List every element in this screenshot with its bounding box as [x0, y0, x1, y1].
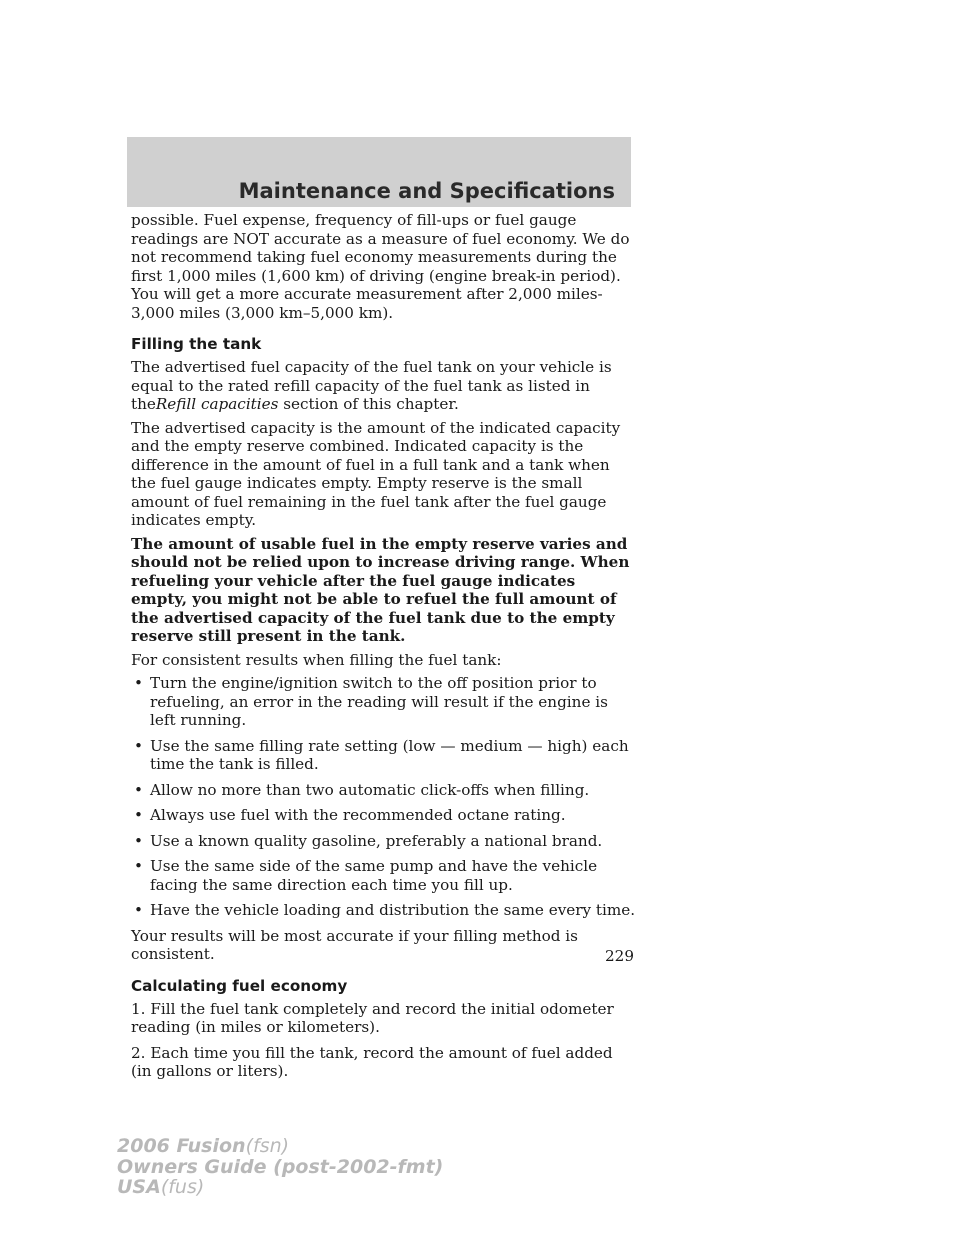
refill-capacities-reference: Refill capacities: [155, 395, 279, 413]
footer-line-model: [117, 1136, 443, 1157]
results-paragraph: Your results will be most accurate if your filling method is consistent.: [131, 926, 578, 963]
empty-reserve-warning: The amount of usable fuel in the empty reserve varies and should not be relied upon to increase driving range. When refueling your vehicle after the fuel gauge indicates empty, you might not be able to refuel the full amount of the advertised capacity of the fuel tank due to the empty reserve still present in the tank.: [131, 534, 630, 645]
footer-market: USA: [117, 1176, 161, 1198]
footer-model: 2006 Fusion: [117, 1135, 246, 1157]
filling-tips-list: [131, 674, 636, 920]
list-item-text: Use the same side of the same pump and have the vehicle facing the same direction each time you fill up.: [150, 857, 598, 894]
bullet-icon: •: [134, 857, 143, 875]
list-item: [131, 857, 636, 894]
footer-market-code: (fus): [160, 1176, 205, 1198]
filling-tank-heading: Filling the tank: [131, 335, 262, 353]
list-item-text: Have the vehicle loading and distribution the same every time.: [150, 901, 636, 919]
list-item: [131, 832, 636, 851]
footer-guide: Owners Guide (post-2002-fmt): [117, 1155, 444, 1178]
list-item-text: Turn the engine/ignition switch to the off position prior to refueling, an error in the reading will result if the engine is left running.: [150, 674, 608, 729]
footer-line-market: [117, 1177, 443, 1198]
list-item-text: Always use fuel with the recommended octane rating.: [150, 806, 566, 824]
step-1: 1. Fill the fuel tank completely and record the initial odometer reading (in miles or kilometers).: [131, 999, 614, 1036]
bullet-icon: •: [134, 674, 143, 692]
capacity-definition-paragraph: The advertised capacity is the amount of the indicated capacity and the empty reserve combined. Indicated capacity is the difference in the amount of fuel in a full tank and a tank when the fuel gauge indicates empty. Empty reserve is the small amount of fuel remaining in the fuel tank after the fuel gauge indicates empty.: [131, 418, 621, 529]
advertised-capacity-text-end: section of this chapter.: [278, 395, 459, 413]
list-item: [131, 674, 636, 730]
bullet-icon: •: [134, 831, 143, 850]
bullet-icon: •: [134, 901, 143, 919]
advertised-capacity-text: The advertised fuel capacity of the fuel tank on your vehicle is equal to the rated refill capacity of the fuel tank as listed in the: [131, 358, 612, 413]
page-content: [131, 211, 636, 1088]
list-item: [131, 737, 636, 774]
list-item: [131, 781, 636, 800]
bullet-icon: •: [134, 806, 143, 824]
document-footer: [117, 1136, 443, 1198]
page-number: 229: [605, 947, 634, 965]
bullet-icon: •: [134, 736, 143, 755]
footer-model-code: (fsn): [245, 1135, 290, 1157]
advertised-capacity-paragraph: [131, 358, 636, 414]
list-item: [131, 901, 636, 920]
list-item-text: Use the same filling rate setting (low — medium — high) each time the tank is filled.: [150, 736, 629, 773]
list-item-text: Allow no more than two automatic click-offs when filling.: [150, 780, 590, 799]
intro-paragraph: possible. Fuel expense, frequency of fill-ups or fuel gauge readings are NOT accurate as a measure of fuel economy. We do not recommend taking fuel economy measurements during the first 1,000 miles (1,600 km) of driving (engine break-in period). You will get a more accurate measurement after 2,000 miles-3,000 miles (3,000 km–5,000 km).: [131, 211, 630, 322]
list-item: [131, 806, 636, 825]
step-2: 2. Each time you fill the tank, record the amount of fuel added (in gallons or liters).: [131, 1043, 613, 1080]
bullet-icon: •: [134, 780, 143, 799]
section-title: Maintenance and Specifications: [238, 179, 615, 203]
section-header-band: [127, 137, 631, 207]
calculating-economy-heading: Calculating fuel economy: [131, 976, 348, 995]
list-item-text: Use a known quality gasoline, preferably a national brand.: [150, 831, 603, 850]
consistent-results-intro: For consistent results when filling the fuel tank:: [131, 650, 502, 669]
